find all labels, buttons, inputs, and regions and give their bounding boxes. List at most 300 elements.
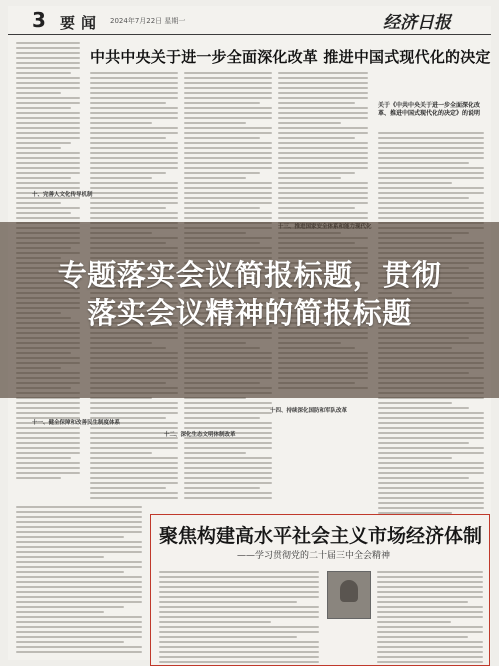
text-line xyxy=(90,482,178,484)
text-line xyxy=(90,72,178,74)
feature-article-box xyxy=(150,514,490,666)
text-line xyxy=(159,616,319,618)
text-line xyxy=(377,591,483,593)
text-line xyxy=(184,77,272,79)
subhead-1: 十、完善人文化传导机制 xyxy=(32,192,93,198)
text-line xyxy=(378,167,484,169)
text-line xyxy=(90,412,178,414)
text-line xyxy=(16,641,124,643)
text-line xyxy=(16,172,80,174)
text-line xyxy=(278,77,368,79)
text-line xyxy=(184,412,272,414)
text-line xyxy=(378,467,484,469)
text-line xyxy=(159,606,319,608)
text-line xyxy=(184,487,260,489)
text-line xyxy=(184,137,260,139)
text-line xyxy=(16,646,142,648)
text-line xyxy=(184,157,272,159)
text-line xyxy=(184,467,272,469)
text-line xyxy=(16,107,71,109)
text-line xyxy=(16,611,104,613)
text-line xyxy=(184,197,272,199)
text-line xyxy=(184,472,272,474)
text-line xyxy=(90,122,152,124)
text-line xyxy=(184,202,272,204)
text-line xyxy=(377,601,468,603)
text-line xyxy=(184,92,272,94)
text-line xyxy=(90,147,178,149)
text-line xyxy=(184,162,272,164)
text-line xyxy=(377,651,483,653)
text-line xyxy=(16,102,80,104)
text-line xyxy=(378,437,484,439)
text-line xyxy=(159,586,319,588)
text-line xyxy=(16,626,142,628)
text-line xyxy=(16,437,80,439)
text-line xyxy=(378,482,484,484)
text-line xyxy=(278,147,368,149)
text-line xyxy=(378,422,484,424)
text-line xyxy=(16,407,80,409)
text-line xyxy=(378,142,484,144)
text-line xyxy=(184,112,272,114)
text-line xyxy=(90,492,178,494)
text-line xyxy=(90,402,178,404)
text-line xyxy=(16,616,142,618)
text-line xyxy=(278,177,341,179)
page-header xyxy=(8,6,491,35)
text-column-6 xyxy=(16,506,142,656)
text-line xyxy=(278,157,368,159)
text-line xyxy=(16,42,80,44)
text-line xyxy=(16,62,80,64)
text-line xyxy=(184,492,272,494)
text-line xyxy=(90,462,178,464)
text-line xyxy=(377,571,483,573)
text-line xyxy=(184,422,272,424)
text-line xyxy=(16,82,80,84)
author-photo xyxy=(327,571,371,619)
text-line xyxy=(16,457,71,459)
text-line xyxy=(184,192,272,194)
text-line xyxy=(378,177,484,179)
text-line xyxy=(16,87,80,89)
text-line xyxy=(90,137,166,139)
text-line xyxy=(16,92,61,94)
text-line xyxy=(377,606,483,608)
text-line xyxy=(378,497,484,499)
text-line xyxy=(16,551,142,553)
text-line xyxy=(378,477,469,479)
text-line xyxy=(378,442,469,444)
text-line xyxy=(377,581,483,583)
text-line xyxy=(16,97,80,99)
text-line xyxy=(16,606,124,608)
text-line xyxy=(378,162,469,164)
text-line xyxy=(377,641,483,643)
text-line xyxy=(16,177,71,179)
text-line xyxy=(377,656,483,658)
text-line xyxy=(377,611,483,613)
text-line xyxy=(16,187,80,189)
text-line xyxy=(184,87,272,89)
text-line xyxy=(377,631,483,633)
main-headline: 中共中央关于进一步全面深化改革 推进中国式现代化的决定 xyxy=(90,48,491,66)
text-line xyxy=(16,576,142,578)
text-line xyxy=(184,217,272,219)
text-line xyxy=(90,117,178,119)
text-line xyxy=(16,147,61,149)
text-line xyxy=(16,432,80,434)
text-line xyxy=(278,207,355,209)
text-line xyxy=(159,641,319,643)
text-line xyxy=(16,162,80,164)
text-line xyxy=(16,511,142,513)
text-line xyxy=(377,646,483,648)
text-line xyxy=(16,427,80,429)
text-line xyxy=(16,412,80,414)
text-line xyxy=(16,601,142,603)
banner-title xyxy=(0,256,499,332)
text-line xyxy=(90,472,178,474)
text-line xyxy=(378,132,484,134)
text-line xyxy=(184,427,272,429)
text-line xyxy=(16,571,124,573)
text-line xyxy=(90,207,166,209)
text-line xyxy=(16,531,142,533)
text-line xyxy=(90,162,178,164)
feature-subtitle: ——学习贯彻党的二十届三中全会精神 xyxy=(237,551,391,561)
text-line xyxy=(184,187,272,189)
text-line xyxy=(278,72,368,74)
text-line xyxy=(90,167,178,169)
text-line xyxy=(378,407,469,409)
banner-title-line-2: 落实会议精神的简报标题 xyxy=(87,296,412,330)
text-line xyxy=(90,77,178,79)
text-line xyxy=(278,122,341,124)
text-line xyxy=(159,636,297,638)
text-line xyxy=(184,142,272,144)
text-line xyxy=(378,152,484,154)
text-line xyxy=(278,112,368,114)
text-line xyxy=(16,541,142,543)
text-line xyxy=(378,457,452,459)
text-line xyxy=(159,621,271,623)
text-line xyxy=(90,452,152,454)
text-line xyxy=(184,127,272,129)
text-line xyxy=(90,127,178,129)
text-line xyxy=(90,217,178,219)
text-line xyxy=(159,626,319,628)
text-line xyxy=(16,157,80,159)
text-line xyxy=(159,571,319,573)
text-line xyxy=(184,447,272,449)
text-line xyxy=(378,172,484,174)
text-line xyxy=(159,576,319,578)
text-line xyxy=(184,407,272,409)
text-line xyxy=(278,127,368,129)
feature-title: 聚焦构建高水平社会主义市场经济体制 xyxy=(159,525,483,547)
text-line xyxy=(378,412,484,414)
banner-title-line-1: 专题落实会议简报标题，贯彻 xyxy=(57,258,442,292)
subhead-5: 十四、持续深化国防和军队改革 xyxy=(270,408,348,414)
text-line xyxy=(378,402,452,404)
text-line xyxy=(278,172,355,174)
text-line xyxy=(90,82,178,84)
text-line xyxy=(90,177,152,179)
text-line xyxy=(16,556,104,558)
text-line xyxy=(184,82,272,84)
text-line xyxy=(278,197,368,199)
text-line xyxy=(278,137,355,139)
text-line xyxy=(378,417,484,419)
text-line xyxy=(184,97,272,99)
text-line xyxy=(16,447,80,449)
text-line xyxy=(90,112,178,114)
text-line xyxy=(90,477,178,479)
text-line xyxy=(90,427,178,429)
text-line xyxy=(184,132,272,134)
text-line xyxy=(378,207,484,209)
text-line xyxy=(16,506,142,508)
text-line xyxy=(278,182,368,184)
text-line xyxy=(159,656,319,658)
text-line xyxy=(16,182,80,184)
text-line xyxy=(184,207,260,209)
text-line xyxy=(90,202,178,204)
text-line xyxy=(16,516,142,518)
text-line xyxy=(90,407,178,409)
text-line xyxy=(16,217,80,219)
text-line xyxy=(16,207,80,209)
text-line xyxy=(378,147,484,149)
text-line xyxy=(90,187,178,189)
text-line xyxy=(184,482,272,484)
text-line xyxy=(90,182,178,184)
text-line xyxy=(90,92,178,94)
text-line xyxy=(16,596,142,598)
text-line xyxy=(90,467,178,469)
text-line xyxy=(378,432,484,434)
text-line xyxy=(184,177,246,179)
text-line xyxy=(90,157,178,159)
page-number: 3 xyxy=(32,8,46,32)
text-line xyxy=(184,107,272,109)
text-line xyxy=(90,97,178,99)
text-line xyxy=(184,122,246,124)
text-line xyxy=(378,187,484,189)
text-line xyxy=(378,192,484,194)
text-line xyxy=(378,212,484,214)
text-line xyxy=(184,102,260,104)
text-line xyxy=(16,462,80,464)
text-line xyxy=(378,502,484,504)
text-line xyxy=(159,581,319,583)
text-line xyxy=(90,87,178,89)
text-line xyxy=(278,97,368,99)
text-line xyxy=(16,132,80,134)
text-line xyxy=(16,591,142,593)
text-line xyxy=(377,616,483,618)
text-line xyxy=(16,561,142,563)
text-line xyxy=(16,77,80,79)
text-line xyxy=(378,447,484,449)
text-line xyxy=(16,167,80,169)
text-line xyxy=(184,117,272,119)
text-line xyxy=(184,462,272,464)
text-line xyxy=(184,172,260,174)
text-line xyxy=(159,601,297,603)
text-line xyxy=(184,182,272,184)
text-line xyxy=(90,457,178,459)
text-line xyxy=(16,586,142,588)
text-line xyxy=(16,467,80,469)
text-line xyxy=(159,591,319,593)
text-line xyxy=(90,212,178,214)
text-line xyxy=(16,621,142,623)
text-line xyxy=(16,122,80,124)
side-headline: 关于《中共中央关于进一步全面深化改革、推进中国式现代化的决定》的说明 xyxy=(378,102,481,117)
text-line xyxy=(90,142,178,144)
text-line xyxy=(184,477,272,479)
text-line xyxy=(278,187,368,189)
text-line xyxy=(90,132,178,134)
text-line xyxy=(159,646,319,648)
text-line xyxy=(378,472,484,474)
text-line xyxy=(378,157,484,159)
text-line xyxy=(16,142,71,144)
text-line xyxy=(90,197,178,199)
feature-text-column-2 xyxy=(377,571,483,666)
text-line xyxy=(16,526,142,528)
text-line xyxy=(90,192,178,194)
text-line xyxy=(16,631,142,633)
text-line xyxy=(16,67,80,69)
text-line xyxy=(16,127,80,129)
subhead-3: 十二、深化生态文明体制改革 xyxy=(164,432,236,438)
text-line xyxy=(377,586,483,588)
text-line xyxy=(278,87,368,89)
text-line xyxy=(16,202,61,204)
text-line xyxy=(16,521,142,523)
text-line xyxy=(377,576,483,578)
text-line xyxy=(184,152,272,154)
text-line xyxy=(16,566,142,568)
text-line xyxy=(377,636,468,638)
text-line xyxy=(16,57,80,59)
feature-text-column-1 xyxy=(159,571,319,666)
text-line xyxy=(278,152,368,154)
text-line xyxy=(378,182,452,184)
text-line xyxy=(278,212,368,214)
text-line xyxy=(378,462,484,464)
text-line xyxy=(184,147,272,149)
text-line xyxy=(278,162,368,164)
text-line xyxy=(16,152,80,154)
text-line xyxy=(378,487,484,489)
text-line xyxy=(184,402,272,404)
text-line xyxy=(16,546,142,548)
text-line xyxy=(16,472,80,474)
text-line xyxy=(16,636,142,638)
text-line xyxy=(90,447,178,449)
text-line xyxy=(377,661,483,663)
text-line xyxy=(159,661,319,663)
text-line xyxy=(184,72,272,74)
text-line xyxy=(278,132,368,134)
text-line xyxy=(159,651,319,653)
text-line xyxy=(16,117,80,119)
text-line xyxy=(378,507,484,509)
section-name: 要闻 xyxy=(60,14,103,32)
text-line xyxy=(159,596,319,598)
text-line xyxy=(377,621,451,623)
text-line xyxy=(159,631,319,633)
text-line xyxy=(159,611,319,613)
text-line xyxy=(184,457,272,459)
text-line xyxy=(16,402,80,404)
text-line xyxy=(16,47,80,49)
text-line xyxy=(90,442,178,444)
text-line xyxy=(16,536,124,538)
text-line xyxy=(278,192,368,194)
text-line xyxy=(16,452,80,454)
text-line xyxy=(90,107,178,109)
text-line xyxy=(16,442,80,444)
text-line xyxy=(378,217,484,219)
text-line xyxy=(278,142,368,144)
subhead-2: 十一、健全保障和改善民生制度体系 xyxy=(32,420,121,426)
text-line xyxy=(377,626,483,628)
text-line xyxy=(16,651,142,653)
text-line xyxy=(278,107,368,109)
text-line xyxy=(278,102,355,104)
text-line xyxy=(16,112,80,114)
text-line xyxy=(278,167,368,169)
text-line xyxy=(378,137,484,139)
text-line xyxy=(278,202,368,204)
text-line xyxy=(378,197,469,199)
text-line xyxy=(378,492,484,494)
text-line xyxy=(184,442,272,444)
text-line xyxy=(184,417,260,419)
text-line xyxy=(184,497,272,499)
text-line xyxy=(90,172,166,174)
text-line xyxy=(378,452,484,454)
text-line xyxy=(16,52,80,54)
text-line xyxy=(16,72,71,74)
text-line xyxy=(90,102,166,104)
text-line xyxy=(184,212,272,214)
text-line xyxy=(377,596,483,598)
text-line xyxy=(184,167,272,169)
text-line xyxy=(90,152,178,154)
text-line xyxy=(278,82,368,84)
text-line xyxy=(378,427,484,429)
masthead: 经济日报 xyxy=(383,13,451,33)
text-line xyxy=(16,212,71,214)
text-line xyxy=(90,497,178,499)
text-line xyxy=(184,452,246,454)
text-line xyxy=(90,487,166,489)
text-line xyxy=(378,202,484,204)
date-info: 2024年7月22日 星期一 xyxy=(110,17,186,25)
text-line xyxy=(16,477,61,479)
text-line xyxy=(16,137,80,139)
text-line xyxy=(278,92,368,94)
text-line xyxy=(278,217,368,219)
text-line xyxy=(278,117,368,119)
